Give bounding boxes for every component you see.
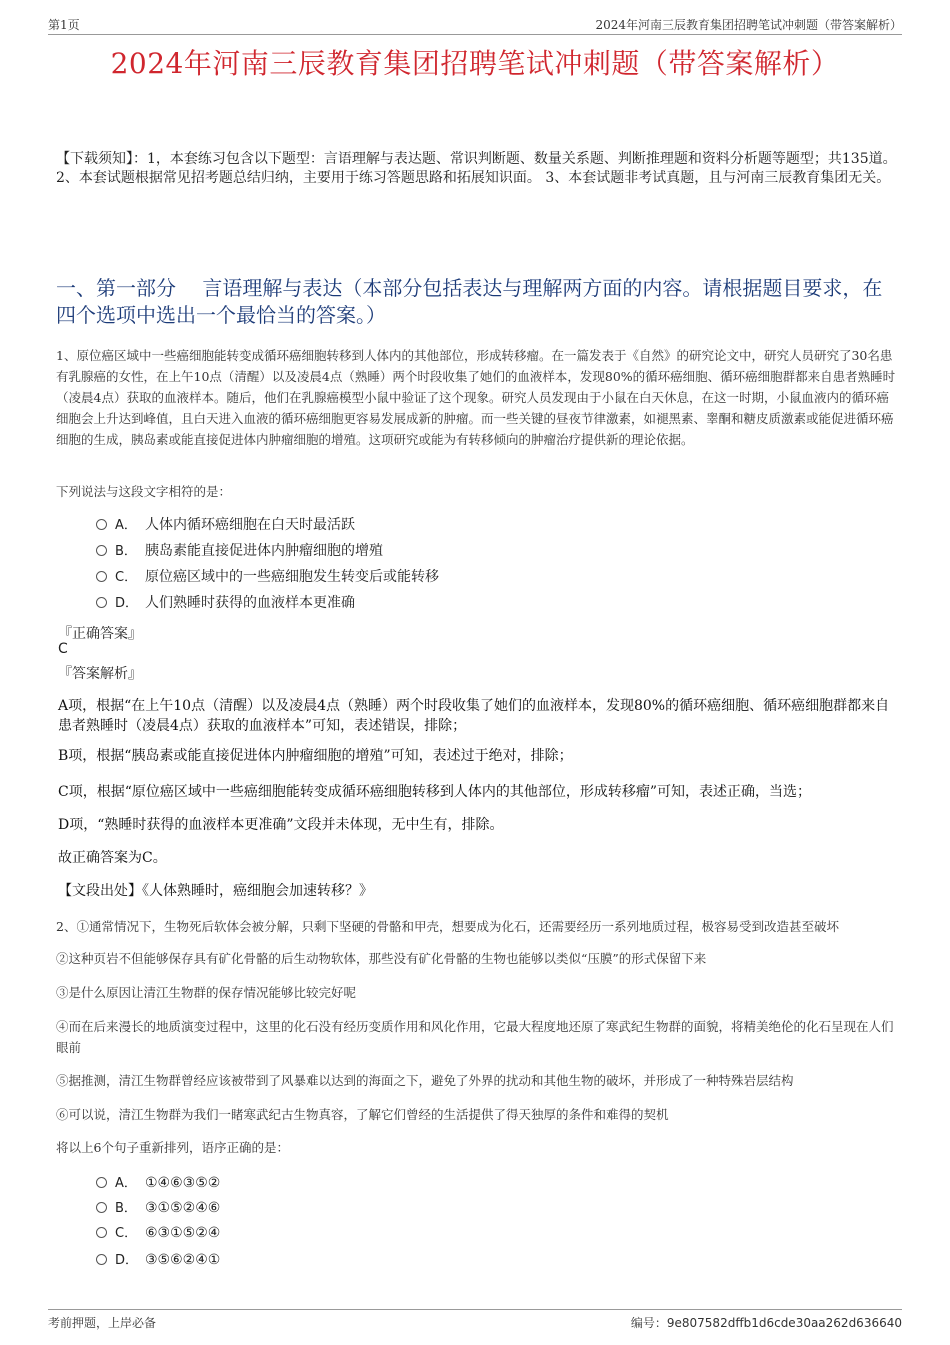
correct-answer: C: [58, 641, 68, 657]
radio-icon[interactable]: [96, 1177, 107, 1188]
q1-option-c[interactable]: C． 原位癌区域中的一些癌细胞发生转变后或能转移: [96, 566, 439, 588]
answer-label: 『正确答案』: [58, 626, 142, 642]
q2-option-a[interactable]: A． ①④⑥③⑤②: [96, 1172, 220, 1194]
document-code: 编号：9e807582dffb1d6cde30aa262d636640: [630, 1316, 902, 1330]
analysis-label: 『答案解析』: [58, 666, 142, 682]
document-title: 2024年河南三辰教育集团招聘笔试冲刺题（带答案解析）: [110, 47, 840, 80]
radio-icon[interactable]: [96, 1202, 107, 1213]
download-notice: 【下载须知】：1，本套练习包含以下题型：言语理解与表达题、常识判断题、数量关系题、判断推理题和资料分析题等题型；共135道。 2、本套试题根据常见招考题总结归纳，主要用于练习答题思路和拓展知识面。 3、本套试题非考试真题，且与河南三辰教育集团无关。: [56, 151, 897, 186]
radio-icon[interactable]: [96, 545, 107, 556]
q2-sentence-3: ③是什么原因让清江生物群的保存情况能够比较完好呢: [56, 985, 357, 1000]
radio-icon[interactable]: [96, 571, 107, 582]
q1-prompt: 下列说法与这段文字相符的是：: [56, 484, 232, 499]
analysis-c: C项，根据“原位癌区域中一些癌细胞能转变成循环癌细胞转移到人体内的其他部位，形成转移瘤”可知，表述正确，当选；: [58, 784, 812, 800]
radio-icon[interactable]: [96, 1227, 107, 1238]
q1-option-b[interactable]: B． 胰岛素能直接促进体内肿瘤细胞的增殖: [96, 540, 383, 562]
q2-sentence-1: 2、①通常情况下，生物死后软体会被分解，只剩下坚硬的骨骼和甲壳，想要成为化石，还需要经历一系列地质过程，极容易受到改造甚至破坏: [56, 919, 839, 934]
source-citation: 【文段出处】《人体熟睡时，癌细胞会加速转移？》: [58, 883, 373, 899]
q2-option-d[interactable]: D． ③⑤⑥②④①: [96, 1249, 220, 1271]
analysis-conclusion: 故正确答案为C。: [58, 850, 167, 866]
header-doc-title: 2024年河南三辰教育集团招聘笔试冲刺题（带答案解析）: [595, 18, 902, 32]
analysis-b: B项，根据“胰岛素或能直接促进体内肿瘤细胞的增殖”可知，表述过于绝对，排除；: [58, 748, 573, 764]
page-number: 第1页: [48, 18, 80, 32]
analysis-d: D项，“熟睡时获得的血液样本更准确”文段并未体现，无中生有，排除。: [58, 817, 504, 833]
radio-icon[interactable]: [96, 519, 107, 530]
q2-option-b[interactable]: B． ③①⑤②④⑥: [96, 1197, 220, 1219]
q2-prompt: 将以上6个句子重新排列，语序正确的是：: [56, 1140, 289, 1155]
radio-icon[interactable]: [96, 597, 107, 608]
page-footer: [48, 1309, 902, 1332]
q2-sentence-5: ⑤据推测，清江生物群曾经应该被带到了风暴难以达到的海面之下，避免了外界的扰动和其他生物的破坏，并形成了一种特殊岩层结构: [56, 1073, 794, 1088]
q1-option-a[interactable]: A． 人体内循环癌细胞在白天时最活跃: [96, 514, 355, 536]
analysis-a: A项，根据“在上午10点（清醒）以及凌晨4点（熟睡）两个时段收集了她们的血液样本，发现80%的循环癌细胞、循环癌细胞群都来自患者熟睡时（凌晨4点）获取的血液样本”可知，表述错误，排除；: [58, 698, 890, 734]
radio-icon[interactable]: [96, 1254, 107, 1265]
q1-stem: 1、原位癌区域中一些癌细胞能转变成循环癌细胞转移到人体内的其他部位，形成转移瘤。在一篇发表于《自然》的研究论文中，研究人员研究了30名患有乳腺癌的女性，在上午10点（清醒）以及凌晨4点（熟睡）两个时段收集了她们的血液样本，发现80%的循环癌细胞、循环癌细胞群都来自患者熟睡时（凌晨4点）获取的血液样本。随后，他们在乳腺癌模型小鼠中验证了这个现象。研究人员发现由于小鼠在白天休息，在这一时期，小鼠血液内的循环癌细胞会上升达到峰值，且白天进入血液的循环癌细胞更容易发展成新的肿瘤。而一些关键的昼夜节律激素，如褪黑素、睾酮和糖皮质激素或能促进循环癌细胞的生成，胰岛素或能直接促进体内肿瘤细胞的增殖。这项研究或能为有转移倾向的肿瘤治疗提供新的理论依据。: [56, 348, 896, 447]
q2-sentence-2: ②这种页岩不但能够保存具有矿化骨骼的后生动物软体，那些没有矿化骨骼的生物也能够以类似“压膜”的形式保留下来: [56, 951, 707, 966]
footer-slogan: 考前押题，上岸必备: [48, 1316, 157, 1330]
q1-option-d[interactable]: D． 人们熟睡时获得的血液样本更准确: [96, 592, 355, 614]
q2-option-c[interactable]: C． ⑥③①⑤②④: [96, 1222, 220, 1244]
page-header: [48, 14, 902, 35]
q2-sentence-6: ⑥可以说，清江生物群为我们一睹寒武纪古生物真容，了解它们曾经的生活提供了得天独厚的条件和难得的契机: [56, 1107, 669, 1122]
section-title: 一、第一部分 言语理解与表达（本部分包括表达与理解两方面的内容。请根据题目要求，在四个选项中选出一个最恰当的答案。）: [56, 276, 883, 327]
q2-sentence-4: ④而在后来漫长的地质演变过程中，这里的化石没有经历变质作用和风化作用，它最大程度地还原了寒武纪生物群的面貌，将精美绝伦的化石呈现在人们眼前: [56, 1019, 894, 1055]
